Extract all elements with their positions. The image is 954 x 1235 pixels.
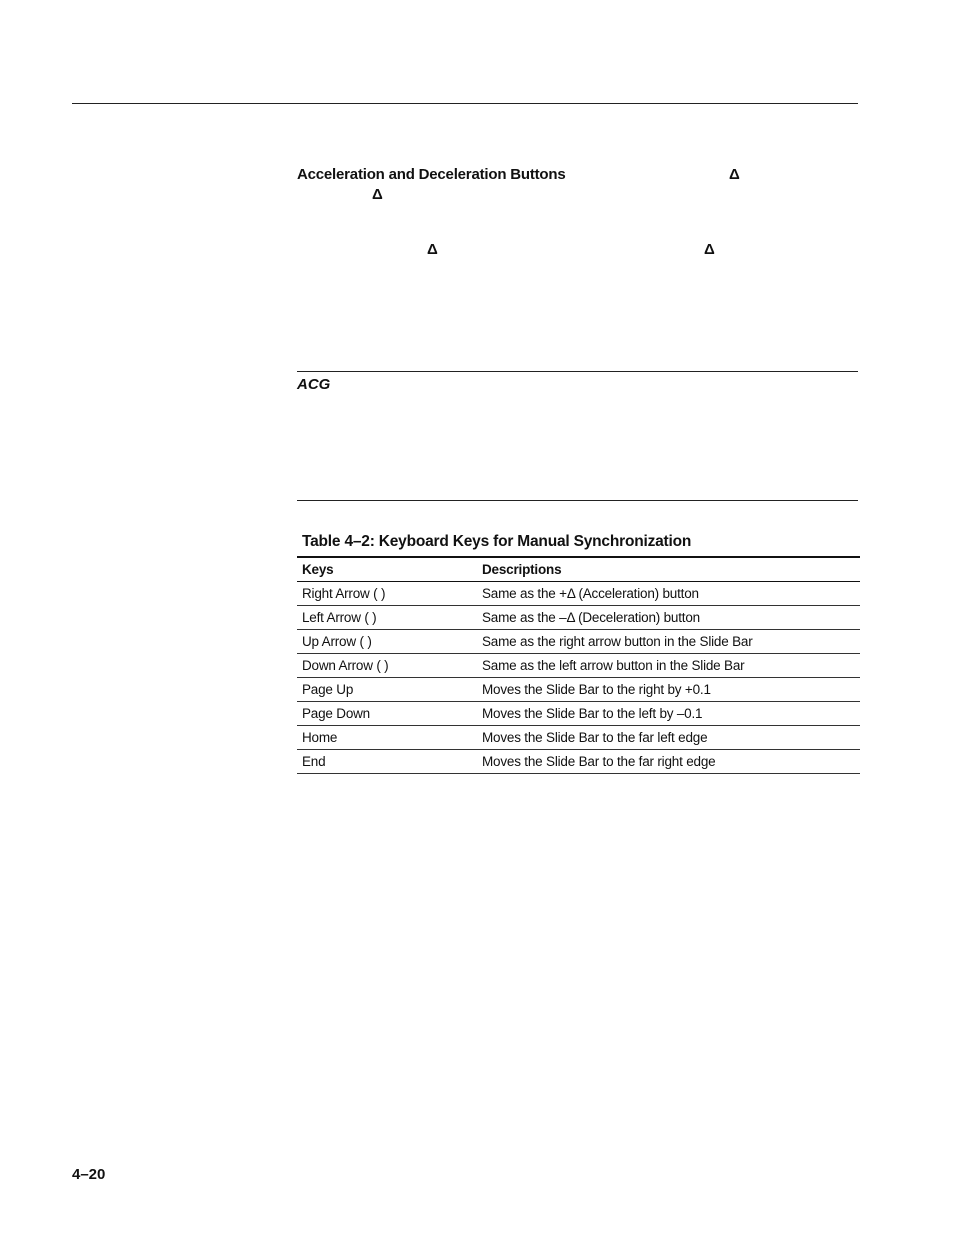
header-rule xyxy=(72,103,858,104)
delta-symbol-4: Δ xyxy=(704,241,715,258)
note-top-rule xyxy=(297,371,858,372)
delta-symbol-2: Δ xyxy=(372,186,383,203)
table-row xyxy=(297,726,860,750)
table-row xyxy=(297,750,860,774)
key-cell: Right Arrow ( ) xyxy=(297,582,477,606)
key-cell: Home xyxy=(297,726,477,750)
description-cell: Moves the Slide Bar to the far left edge xyxy=(477,726,860,750)
note-bottom-rule xyxy=(297,500,858,501)
key-cell: End xyxy=(297,750,477,774)
table-row xyxy=(297,582,860,606)
description-cell: Same as the +Δ (Acceleration) button xyxy=(477,582,860,606)
key-cell: Page Down xyxy=(297,702,477,726)
table-title: Table 4–2: Keyboard Keys for Manual Synchronization xyxy=(302,533,692,550)
key-cell: Left Arrow ( ) xyxy=(297,606,477,630)
table-row xyxy=(297,606,860,630)
table-row xyxy=(297,630,860,654)
description-cell: Moves the Slide Bar to the far right edge xyxy=(477,750,860,774)
table-row xyxy=(297,702,860,726)
table-row xyxy=(297,678,860,702)
description-cell: Same as the –Δ (Deceleration) button xyxy=(477,606,860,630)
key-cell: Down Arrow ( ) xyxy=(297,654,477,678)
column-header-keys: Keys xyxy=(297,557,477,582)
section-heading: Acceleration and Deceleration Buttons xyxy=(297,166,566,183)
description-cell: Same as the left arrow button in the Slide Bar xyxy=(477,654,860,678)
page-number: 4–20 xyxy=(72,1166,106,1183)
delta-symbol-1: Δ xyxy=(729,166,740,183)
table-row xyxy=(297,654,860,678)
column-header-descriptions: Descriptions xyxy=(477,557,860,582)
table-header-row xyxy=(297,557,860,582)
keyboard-keys-table xyxy=(297,556,860,774)
description-cell: Moves the Slide Bar to the right by +0.1 xyxy=(477,678,860,702)
delta-symbol-3: Δ xyxy=(427,241,438,258)
description-cell: Same as the right arrow button in the Slide Bar xyxy=(477,630,860,654)
key-cell: Up Arrow ( ) xyxy=(297,630,477,654)
key-cell: Page Up xyxy=(297,678,477,702)
acg-label: ACG xyxy=(297,376,331,393)
description-cell: Moves the Slide Bar to the left by –0.1 xyxy=(477,702,860,726)
